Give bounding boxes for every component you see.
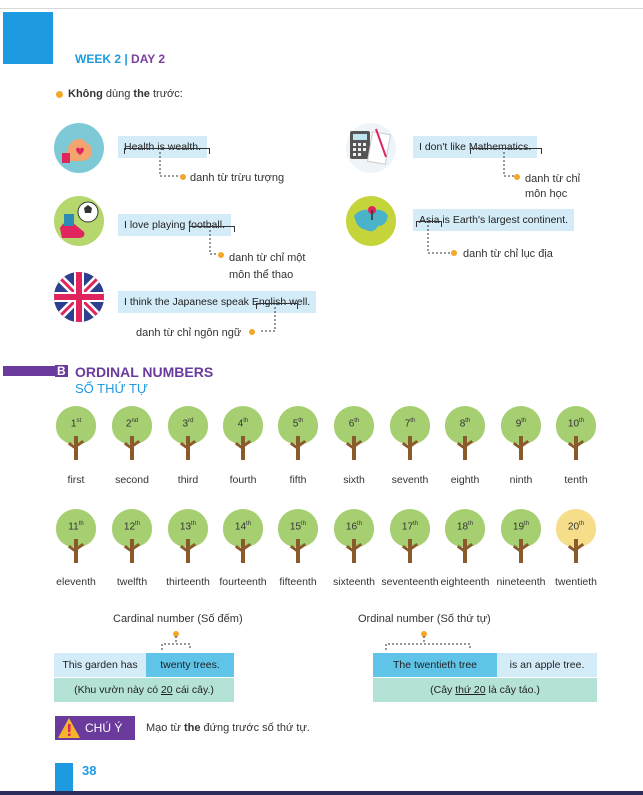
ordinal-tree (110, 509, 154, 567)
ordinal-tree (276, 406, 320, 464)
ordinal-word: eighth (450, 474, 480, 486)
ordinal-word: ninth (509, 474, 533, 486)
ordinal-tree (110, 406, 154, 464)
ordinal-tree (499, 509, 543, 567)
section-subtitle: SỐ THỨ TỰ (75, 381, 149, 396)
note-dot-1 (180, 174, 186, 180)
note-5: danh từ chỉ ngôn ngữ (136, 327, 242, 339)
ordinal-number: 3rd (182, 418, 194, 430)
ordinal-tree (332, 406, 376, 464)
note-4: danh từ chỉ lục địa (463, 248, 553, 260)
ordinal-number: 10th (567, 418, 585, 430)
ordinal-word: fifth (289, 474, 307, 486)
ordinal-number: 12th (123, 521, 141, 533)
week-day-header: WEEK 2 | DAY 2 (75, 52, 166, 66)
ordinal-number: 15th (289, 521, 307, 533)
ordinal-number: 19th (512, 521, 530, 533)
section-bar (3, 366, 55, 376)
ordinal-tree (166, 406, 210, 464)
ordinal-word: twelfth (116, 576, 148, 588)
note-3: danh từ chỉ một môn thể thao (229, 252, 306, 281)
note-dot-3 (218, 252, 224, 258)
ordinal-word: thirteenth (166, 576, 210, 588)
corner-block (3, 12, 53, 64)
ordinal-word: first (67, 474, 85, 486)
note-badge-label: CHÚ Ý (85, 721, 123, 735)
health-arm-icon (54, 123, 104, 173)
ordinal-tree (499, 406, 543, 464)
ordinal-word: eleventh (56, 576, 96, 588)
asia-map-icon (346, 196, 396, 246)
ordinal-word: sixth (343, 474, 365, 486)
intro-bullet (56, 91, 63, 98)
ordinal-tree (166, 509, 210, 567)
ordinal-tree (54, 509, 98, 567)
ordinal-word: fifteenth (279, 576, 317, 588)
example-sentence-3: I love playing football. (118, 214, 231, 236)
bottom-rule (0, 791, 643, 795)
ordinal-translation: (Cây thứ 20 là cây táo.) (373, 678, 597, 702)
cardinal-part1: This garden has (54, 653, 146, 677)
ordinal-number: 5th (292, 418, 304, 430)
ordinal-word: seventeenth (381, 576, 439, 588)
ordinal-word: eighteenth (440, 576, 490, 588)
cardinal-label: Cardinal number (Số đếm) (113, 613, 243, 625)
ordinal-word: fourth (229, 474, 257, 486)
example-sentence-5: I think the Japanese speak English well. (118, 291, 316, 313)
example-sentence-1: Health is wealth. (118, 136, 207, 158)
page-number: 38 (82, 763, 97, 778)
cardinal-translation: (Khu vườn này có 20 cái cây.) (54, 678, 234, 702)
ordinal-word: nineteenth (496, 576, 546, 588)
ordinal-word: twentieth (554, 576, 598, 588)
ordinal-number: 7th (404, 418, 416, 430)
ordinal-word: second (115, 474, 149, 486)
ordinal-tree (443, 406, 487, 464)
note-1: danh từ trừu tượng (190, 172, 285, 184)
note-2: danh từ chỉ môn học (525, 173, 581, 200)
note-badge (55, 716, 135, 740)
ordinal-tree (54, 406, 98, 464)
calculator-icon (346, 123, 396, 173)
ordinal-number: 14th (234, 521, 252, 533)
note-text: Mạo từ the đứng trước số thứ tự. (146, 722, 310, 734)
ordinal-number: 20th (567, 521, 585, 533)
ordinal-tree (388, 509, 432, 567)
ordinal-tree (276, 509, 320, 567)
football-icon (54, 196, 104, 246)
note-dot-5 (249, 329, 255, 335)
ordinal-number: 9th (515, 418, 527, 430)
example-sentence-2: I don't like Mathematics. (413, 136, 537, 158)
uk-flag-icon (54, 272, 104, 322)
ordinal-tree (443, 509, 487, 567)
ordinal-number: 1st (70, 418, 82, 430)
ordinal-number: 11th (68, 521, 84, 533)
example-sentence-4: Asia is Earth's largest continent. (413, 209, 574, 231)
ordinal-part2: is an apple tree. (497, 653, 597, 677)
ordinal-word: sixteenth (332, 576, 376, 588)
ordinal-tree (221, 406, 265, 464)
ordinal-number: 4th (237, 418, 249, 430)
ordinal-part1: The twentieth tree (373, 653, 497, 677)
top-rule (0, 8, 643, 9)
note-dot-4 (451, 250, 457, 256)
note-dot-2 (514, 174, 520, 180)
warning-icon (57, 717, 81, 739)
ordinal-number: 17th (401, 521, 419, 533)
intro-text: Không dùng the trước: (68, 88, 183, 100)
ordinal-number: 18th (456, 521, 474, 533)
section-title: ORDINAL NUMBERS (75, 364, 214, 380)
ordinal-number: 6th (348, 418, 360, 430)
ordinal-word: seventh (391, 474, 429, 486)
ordinal-word: tenth (564, 474, 588, 486)
ordinal-number: 8th (459, 418, 471, 430)
cardinal-part2: twenty trees. (146, 653, 234, 677)
ordinal-word: fourteenth (219, 576, 267, 588)
ordinal-number: 13th (179, 521, 197, 533)
ordinal-number: 16th (345, 521, 363, 533)
ordinal-number: 2nd (125, 418, 139, 430)
ordinal-word: third (177, 474, 199, 486)
ordinal-tree (221, 509, 265, 567)
ordinal-tree (332, 509, 376, 567)
ordinal-tree (388, 406, 432, 464)
ordinal-tree (554, 509, 598, 567)
ordinal-tree (554, 406, 598, 464)
ordinal-label: Ordinal number (Số thứ tự) (358, 613, 491, 625)
section-letter: B (57, 364, 66, 378)
